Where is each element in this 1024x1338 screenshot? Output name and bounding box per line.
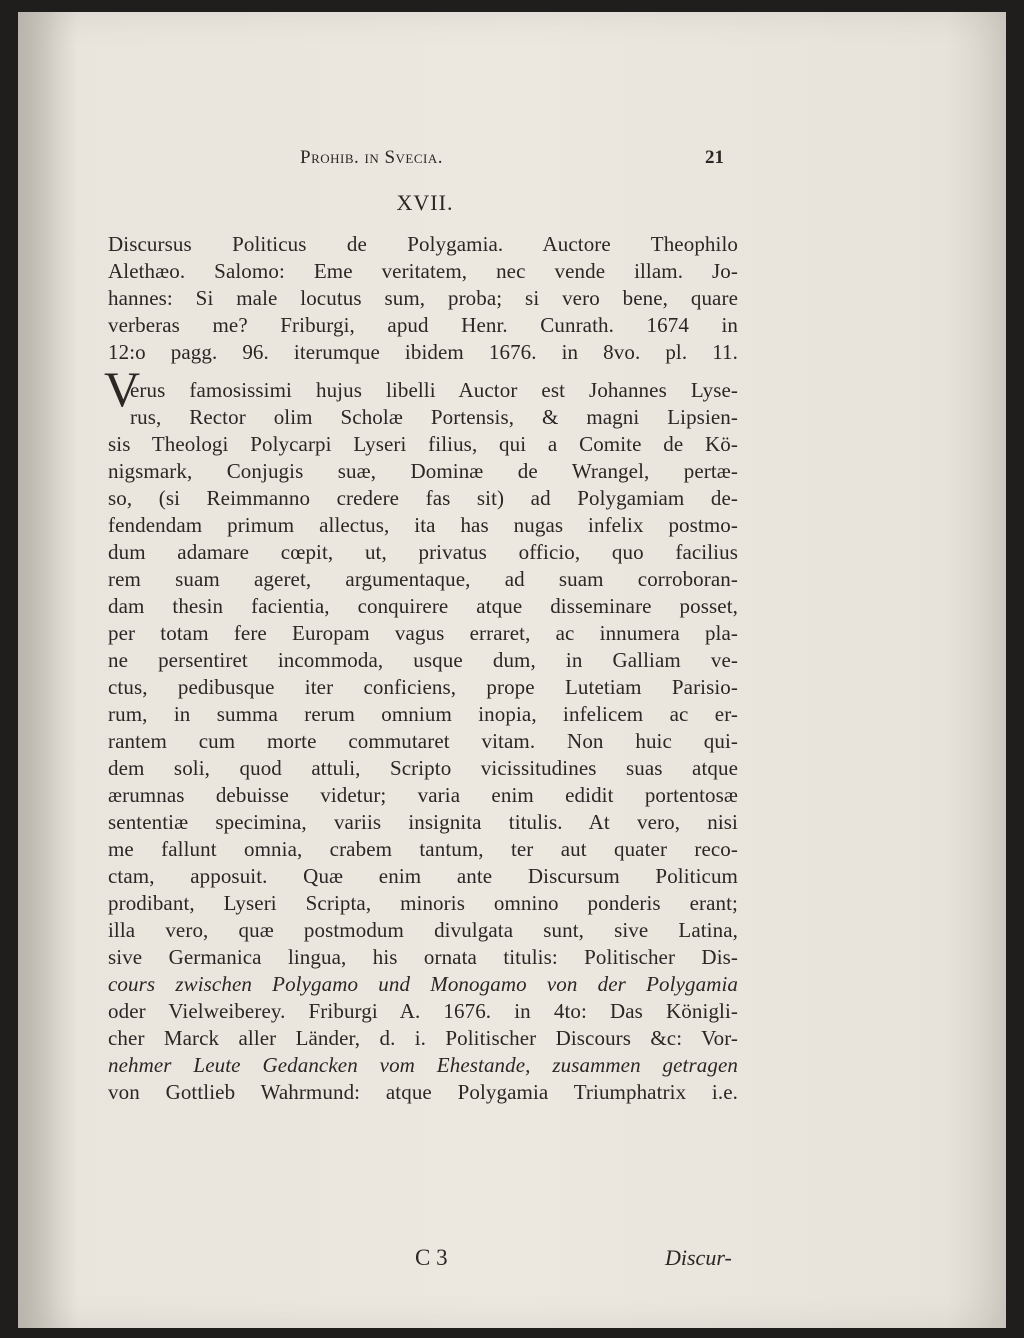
body-line: erus famosissimi hujus libelli Auctor est Johannes Lyse-: [130, 378, 738, 402]
title-line: verberas me? Friburgi, apud Henr. Cunrath. 1674 in: [108, 313, 738, 337]
body-line: sive Germanica lingua, his ornata titulis: Politischer Dis-: [108, 945, 738, 969]
body-line: rem suam ageret, argumentaque, ad suam corroboran-: [108, 567, 738, 591]
signature-mark: C 3: [415, 1245, 448, 1270]
body-line: prodibant, Lyseri Scripta, minoris omnino ponderis erant;: [108, 891, 738, 915]
body-line: cher Marck aller Länder, d. i. Politischer Discours &c: Vor-: [108, 1026, 738, 1050]
body-line: nehmer Leute Gedancken vom Ehestande, zusammen getragen: [108, 1053, 738, 1077]
drop-cap: V: [104, 361, 141, 417]
title-line: Alethæo. Salomo: Eme veritatem, nec vende illam. Jo-: [108, 259, 738, 283]
body-line: fendendam primum allectus, ita has nugas infelix postmo-: [108, 513, 738, 537]
body-line: dem soli, quod attuli, Scripto vicissitudines suas atque: [108, 756, 738, 780]
title-line: 12:o pagg. 96. iterumque ibidem 1676. in 8vo. pl. 11.: [108, 340, 738, 364]
title-line: hannes: Si male locutus sum, proba; si vero bene, quare: [108, 286, 738, 310]
body-line: oder Vielweiberey. Friburgi A. 1676. in 4to: Das Königli-: [108, 999, 738, 1023]
body-line: cours zwischen Polygamo und Monogamo von der Polygamia: [108, 972, 738, 996]
body-line: sententiæ specimina, variis insignita titulis. At vero, nisi: [108, 810, 738, 834]
body-line: rantem cum morte commutaret vitam. Non huic qui-: [108, 729, 738, 753]
body-line: rum, in summa rerum omnium inopia, infelicem ac er-: [108, 702, 738, 726]
body-line: rus, Rector olim Scholæ Portensis, & magni Lipsien-: [130, 405, 738, 429]
body-line: ctus, pedibusque iter conficiens, prope Lutetiam Parisio-: [108, 675, 738, 699]
body-line: sis Theologi Polycarpi Lyseri filius, qui a Comite de Kö-: [108, 432, 738, 456]
body-line: ærumnas debuisse videtur; varia enim edidit portentosæ: [108, 783, 738, 807]
section-number: XVII.: [396, 190, 454, 215]
title-line: Discursus Politicus de Polygamia. Auctore Theophilo: [108, 232, 738, 256]
body-line: ctam, apposuit. Quæ enim ante Discursum Politicum: [108, 864, 738, 888]
running-head: Prohib. in Svecia.: [300, 147, 444, 168]
body-line: dam thesin facientia, conquirere atque disseminare posset,: [108, 594, 738, 618]
catchword: Discur-: [665, 1245, 732, 1270]
body-line: nigsmark, Conjugis suæ, Dominæ de Wrangel, pertæ-: [108, 459, 738, 483]
body-line: ne persentiret incommoda, usque dum, in Galliam ve-: [108, 648, 738, 672]
page-number: 21: [705, 147, 724, 168]
body-line: illa vero, quæ postmodum divulgata sunt, sive Latina,: [108, 918, 738, 942]
body-line: dum adamare cœpit, ut, privatus officio, quo facilius: [108, 540, 738, 564]
body-line: so, (si Reimmanno credere fas sit) ad Polygamiam de-: [108, 486, 738, 510]
body-line: per totam fere Europam vagus erraret, ac innumera pla-: [108, 621, 738, 645]
body-line: von Gottlieb Wahrmund: atque Polygamia Triumphatrix i.e.: [108, 1080, 738, 1104]
body-line: me fallunt omnia, crabem tantum, ter aut quater reco-: [108, 837, 738, 861]
